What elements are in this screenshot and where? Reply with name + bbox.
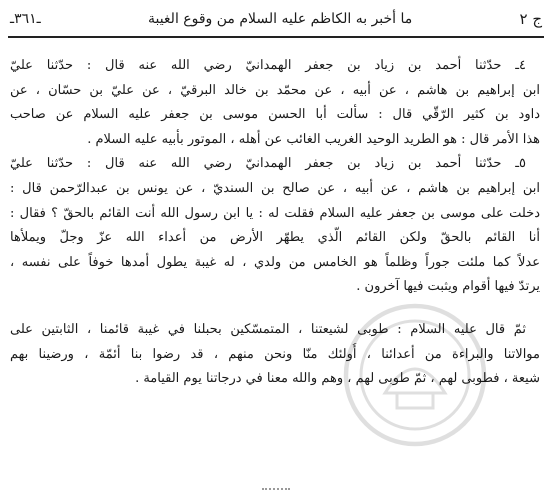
text-line: داود بن كثير الرّقّي قال : سألت أبا الحسن موسى بن جعفر عليه السلام عن صاحب	[10, 107, 540, 123]
text-line: ابن إبراهيم بن هاشم ، عن أبيه ، عن محمّد بن خالد البرقيّ ، عن عليّ بن حسّان ، عن	[10, 82, 540, 98]
paragraph-gap	[10, 300, 540, 318]
paragraph-hadith-5	[10, 152, 540, 300]
header-rule	[8, 36, 544, 38]
page-number: ـ٣٦١ـ	[10, 11, 41, 27]
chapter-title: ما أخبر به الكاظم عليه السلام من وقوع الغيبة	[147, 11, 413, 27]
paragraph-continuation	[10, 318, 540, 392]
page-header	[10, 6, 542, 32]
text-line: ٥ـ حدّثنا أحمد بن زياد بن جعفر الهمدانيّ رضي الله عنه قال : حدّثنا عليّ	[10, 156, 526, 172]
text-line: شيعة ، فطوبى لهم ، ثمّ طوبى لهم ، وهم والله معنا في درجاتنا يوم القيامة .	[135, 371, 540, 387]
text-line: أنا القائم بالحقّ ولكن القائم الّذي يطهّر الأرض من أعداء الله عزّ وجلّ ويملأها	[10, 230, 540, 246]
volume-label: ج ٢	[519, 10, 542, 28]
paragraph-hadith-4	[10, 54, 540, 152]
page-body	[10, 54, 540, 392]
footer-ornament	[262, 488, 290, 498]
text-line: يرتدّ فيها أقوام ويثبت فيها آخرون .	[356, 279, 540, 295]
text-line: دخلت على موسى بن جعفر عليه السلام فقلت له : يا ابن رسول الله أنت القائم بالحقّ ؟ فقال :	[10, 205, 540, 221]
text-line: موالاتنا والبراءة من أعدائنا ، أُولئك منّا ونحن منهم ، قد رضوا بنا أئمّة ، ورضينا بهم	[10, 346, 540, 362]
text-line: ابن إبراهيم بن هاشم ، عن أبيه ، عن صالح بن السنديّ ، عن يونس بن عبدالرّحمن قال :	[10, 180, 540, 196]
text-line: ثمّ قال عليه السلام : طوبى لشيعتنا ، المتمسّكين بحبلنا في غيبة قائمنا ، الثابتين على	[10, 321, 526, 337]
text-line: ٤ـ حدّثنا أحمد بن زياد بن جعفر الهمدانيّ رضي الله عنه قال : حدّثنا عليّ	[10, 58, 526, 73]
text-line: عدلاً كما ملئت جوراً وظلماً هو الخامس من ولدي ، له غيبة يطول أمدها خوفاً على نفسه ،	[10, 254, 540, 270]
text-line: هذا الأمر قال : هو الطريد الوحيد الغريب الغائب عن أهله ، الموتور بأبيه عليه السلام .	[87, 131, 540, 147]
